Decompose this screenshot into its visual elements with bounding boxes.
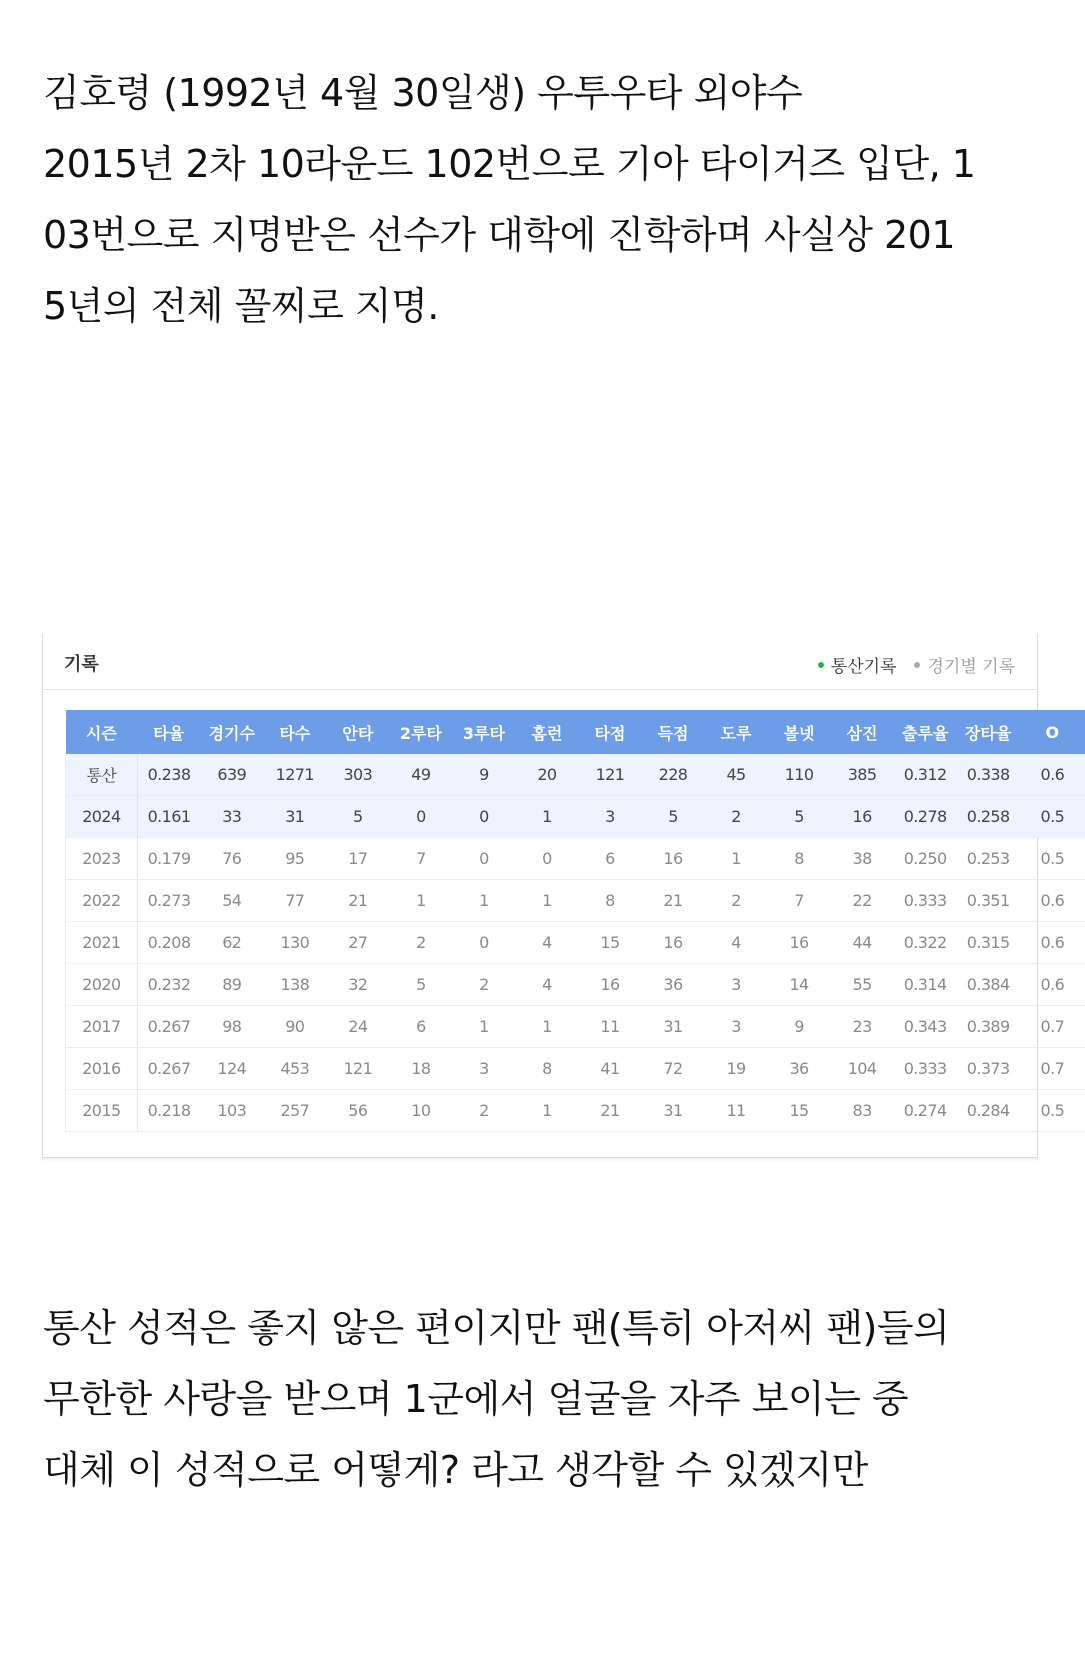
stat-cell: 2 xyxy=(452,1090,515,1132)
stat-cell: 2 xyxy=(705,880,768,922)
stat-cell: 56 xyxy=(326,1090,389,1132)
stat-cell: 16 xyxy=(768,922,831,964)
stat-cell: 0.179 xyxy=(137,838,200,880)
stats-table-scroll[interactable] xyxy=(65,710,1065,1130)
card-header xyxy=(43,634,1037,690)
stat-cell: 0.314 xyxy=(894,964,957,1006)
stat-cell: 639 xyxy=(200,754,263,796)
stat-cell: 121 xyxy=(578,754,641,796)
stat-cell: 98 xyxy=(200,1006,263,1048)
stat-cell: 2 xyxy=(452,964,515,1006)
stat-cell: 95 xyxy=(263,838,326,880)
stat-cell: 33 xyxy=(200,796,263,838)
table-row xyxy=(66,1090,1085,1132)
stat-cell: 0.238 xyxy=(137,754,200,796)
stat-cell: 36 xyxy=(641,964,704,1006)
intro-line: 김호령 (1992년 4월 30일생) 우투우타 외야수 xyxy=(43,71,803,115)
stat-cell: 5 xyxy=(326,796,389,838)
stat-cell: 3 xyxy=(705,964,768,1006)
stat-cell: 9 xyxy=(452,754,515,796)
stat-cell: 22 xyxy=(831,880,894,922)
stat-cell: 32 xyxy=(326,964,389,1006)
season-cell: 통산 xyxy=(66,754,138,796)
season-cell: 2022 xyxy=(66,880,138,922)
intro-line: 03번으로 지명받은 선수가 대학에 진학하며 사실상 201 xyxy=(43,213,956,257)
stat-cell: 15 xyxy=(768,1090,831,1132)
stat-cell: 0.333 xyxy=(894,1048,957,1090)
stat-cell: 8 xyxy=(578,880,641,922)
stat-cell: 55 xyxy=(831,964,894,1006)
stat-cell: 17 xyxy=(326,838,389,880)
stat-cell: 14 xyxy=(768,964,831,1006)
stat-cell: 16 xyxy=(831,796,894,838)
stat-cell: 124 xyxy=(200,1048,263,1090)
column-header: 안타 xyxy=(326,710,389,754)
stat-cell: 77 xyxy=(263,880,326,922)
stat-cell: 76 xyxy=(200,838,263,880)
stat-cell: 0 xyxy=(452,838,515,880)
outro-paragraph xyxy=(43,1293,1043,1506)
stat-cell: 19 xyxy=(705,1048,768,1090)
table-row xyxy=(66,1048,1085,1090)
stat-cell: 0.258 xyxy=(957,796,1020,838)
stat-cell: 1 xyxy=(452,1006,515,1048)
outro-line: 통산 성적은 좋지 않은 편이지만 팬(특히 아저씨 팬)들의 xyxy=(43,1306,950,1350)
stat-cell: 104 xyxy=(831,1048,894,1090)
stat-cell: 1 xyxy=(452,880,515,922)
stat-cell: 2 xyxy=(389,922,452,964)
stat-cell: 0.284 xyxy=(957,1090,1020,1132)
stat-cell: 90 xyxy=(263,1006,326,1048)
column-header: 2루타 xyxy=(389,710,452,754)
season-cell: 2024 xyxy=(66,796,138,838)
column-header: 장타율 xyxy=(957,710,1020,754)
stats-table xyxy=(65,710,1085,1132)
stat-cell: 0 xyxy=(389,796,452,838)
stat-cell: 1 xyxy=(515,880,578,922)
stat-cell: 3 xyxy=(578,796,641,838)
table-row xyxy=(66,964,1085,1006)
stat-cell: 0.5 xyxy=(1020,838,1085,880)
stat-cell: 0.250 xyxy=(894,838,957,880)
stat-cell: 0.333 xyxy=(894,880,957,922)
stat-cell: 7 xyxy=(389,838,452,880)
tab-game-record[interactable] xyxy=(914,652,1015,677)
stat-cell: 0.7 xyxy=(1020,1048,1085,1090)
column-header: 3루타 xyxy=(452,710,515,754)
stat-cell: 72 xyxy=(641,1048,704,1090)
intro-line: 5년의 전체 꼴찌로 지명. xyxy=(43,284,439,328)
stat-cell: 4 xyxy=(515,964,578,1006)
record-view-toggle xyxy=(800,652,1015,677)
season-cell: 2016 xyxy=(66,1048,138,1090)
stat-cell: 41 xyxy=(578,1048,641,1090)
stat-cell: 83 xyxy=(831,1090,894,1132)
stat-cell: 0.6 xyxy=(1020,964,1085,1006)
stat-cell: 0.351 xyxy=(957,880,1020,922)
stat-cell: 0.373 xyxy=(957,1048,1020,1090)
column-header: 볼넷 xyxy=(768,710,831,754)
stat-cell: 257 xyxy=(263,1090,326,1132)
stat-cell: 138 xyxy=(263,964,326,1006)
stat-cell: 453 xyxy=(263,1048,326,1090)
stat-cell: 21 xyxy=(578,1090,641,1132)
season-cell: 2017 xyxy=(66,1006,138,1048)
stat-cell: 0.232 xyxy=(137,964,200,1006)
stat-cell: 385 xyxy=(831,754,894,796)
outro-line: 대체 이 성적으로 어떻게? 라고 생각할 수 있겠지만 xyxy=(43,1448,868,1492)
column-header: 도루 xyxy=(705,710,768,754)
stat-cell: 8 xyxy=(515,1048,578,1090)
stat-cell: 110 xyxy=(768,754,831,796)
season-cell: 2015 xyxy=(66,1090,138,1132)
table-header-row xyxy=(66,710,1085,754)
stat-cell: 21 xyxy=(326,880,389,922)
column-header: O xyxy=(1020,710,1085,754)
stat-cell: 0.7 xyxy=(1020,1006,1085,1048)
stat-cell: 1 xyxy=(705,838,768,880)
stat-cell: 0.338 xyxy=(957,754,1020,796)
column-header: 득점 xyxy=(641,710,704,754)
table-row xyxy=(66,796,1085,838)
stat-cell: 54 xyxy=(200,880,263,922)
stat-cell: 16 xyxy=(641,838,704,880)
stat-cell: 0 xyxy=(452,922,515,964)
season-cell: 2020 xyxy=(66,964,138,1006)
stat-cell: 0 xyxy=(452,796,515,838)
stats-card xyxy=(42,634,1065,1158)
stat-cell: 0.343 xyxy=(894,1006,957,1048)
stat-cell: 1 xyxy=(515,796,578,838)
stat-cell: 36 xyxy=(768,1048,831,1090)
stat-cell: 0.6 xyxy=(1020,922,1085,964)
stat-cell: 1 xyxy=(389,880,452,922)
stat-cell: 0.6 xyxy=(1020,754,1085,796)
stat-cell: 10 xyxy=(389,1090,452,1132)
column-header: 홈런 xyxy=(515,710,578,754)
stat-cell: 0.208 xyxy=(137,922,200,964)
stat-cell: 24 xyxy=(326,1006,389,1048)
stat-cell: 3 xyxy=(452,1048,515,1090)
stat-cell: 3 xyxy=(705,1006,768,1048)
column-header: 삼진 xyxy=(831,710,894,754)
stat-cell: 0.5 xyxy=(1020,1090,1085,1132)
stat-cell: 11 xyxy=(578,1006,641,1048)
stat-cell: 4 xyxy=(705,922,768,964)
intro-line: 2015년 2차 10라운드 102번으로 기아 타이거즈 입단, 1 xyxy=(43,142,976,186)
stat-cell: 15 xyxy=(578,922,641,964)
stat-cell: 0.384 xyxy=(957,964,1020,1006)
stat-cell: 121 xyxy=(326,1048,389,1090)
stat-cell: 103 xyxy=(200,1090,263,1132)
stat-cell: 1 xyxy=(515,1090,578,1132)
stat-cell: 18 xyxy=(389,1048,452,1090)
stat-cell: 303 xyxy=(326,754,389,796)
table-row xyxy=(66,838,1085,880)
column-header: 시즌 xyxy=(66,710,138,754)
stat-cell: 1 xyxy=(515,1006,578,1048)
stat-cell: 0.6 xyxy=(1020,880,1085,922)
stat-cell: 0.322 xyxy=(894,922,957,964)
stat-cell: 45 xyxy=(705,754,768,796)
stat-cell: 5 xyxy=(641,796,704,838)
stat-cell: 16 xyxy=(578,964,641,1006)
stat-cell: 6 xyxy=(578,838,641,880)
table-row xyxy=(66,1006,1085,1048)
column-header: 타율 xyxy=(137,710,200,754)
column-header: 출루율 xyxy=(894,710,957,754)
stat-cell: 0.161 xyxy=(137,796,200,838)
intro-paragraph xyxy=(43,58,1043,342)
stat-cell: 0.218 xyxy=(137,1090,200,1132)
table-row xyxy=(66,880,1085,922)
stat-cell: 62 xyxy=(200,922,263,964)
stat-cell: 31 xyxy=(641,1090,704,1132)
stat-cell: 0.5 xyxy=(1020,796,1085,838)
stat-cell: 7 xyxy=(768,880,831,922)
stat-cell: 38 xyxy=(831,838,894,880)
stat-cell: 0.267 xyxy=(137,1006,200,1048)
stat-cell: 2 xyxy=(705,796,768,838)
column-header: 타점 xyxy=(578,710,641,754)
stat-cell: 228 xyxy=(641,754,704,796)
season-cell: 2023 xyxy=(66,838,138,880)
stat-cell: 0.273 xyxy=(137,880,200,922)
stat-cell: 130 xyxy=(263,922,326,964)
stat-cell: 8 xyxy=(768,838,831,880)
stat-cell: 11 xyxy=(705,1090,768,1132)
stat-cell: 1271 xyxy=(263,754,326,796)
stat-cell: 5 xyxy=(768,796,831,838)
stat-cell: 0.389 xyxy=(957,1006,1020,1048)
column-header: 경기수 xyxy=(200,710,263,754)
stat-cell: 5 xyxy=(389,964,452,1006)
stat-cell: 49 xyxy=(389,754,452,796)
stat-cell: 6 xyxy=(389,1006,452,1048)
stat-cell: 0.274 xyxy=(894,1090,957,1132)
stat-cell: 4 xyxy=(515,922,578,964)
outro-line: 무한한 사랑을 받으며 1군에서 얼굴을 자주 보이는 중 xyxy=(43,1377,909,1421)
tab-career-record[interactable] xyxy=(818,652,897,677)
stat-cell: 0.278 xyxy=(894,796,957,838)
tab-game-label: 경기별 기록 xyxy=(927,657,1015,677)
tab-career-label: 통산기록 xyxy=(830,657,897,677)
stat-cell: 0 xyxy=(515,838,578,880)
active-dot-icon xyxy=(818,662,824,668)
stat-cell: 0.253 xyxy=(957,838,1020,880)
stat-cell: 23 xyxy=(831,1006,894,1048)
stat-cell: 27 xyxy=(326,922,389,964)
stat-cell: 44 xyxy=(831,922,894,964)
stat-cell: 89 xyxy=(200,964,263,1006)
stat-cell: 0.315 xyxy=(957,922,1020,964)
stat-cell: 0.267 xyxy=(137,1048,200,1090)
card-title: 기록 xyxy=(64,654,99,675)
table-row xyxy=(66,922,1085,964)
inactive-dot-icon xyxy=(914,662,920,668)
stat-cell: 21 xyxy=(641,880,704,922)
stat-cell: 20 xyxy=(515,754,578,796)
stat-cell: 31 xyxy=(641,1006,704,1048)
stat-cell: 16 xyxy=(641,922,704,964)
column-header: 타수 xyxy=(263,710,326,754)
stat-cell: 0.312 xyxy=(894,754,957,796)
stat-cell: 31 xyxy=(263,796,326,838)
stat-cell: 9 xyxy=(768,1006,831,1048)
table-row xyxy=(66,754,1085,796)
season-cell: 2021 xyxy=(66,922,138,964)
